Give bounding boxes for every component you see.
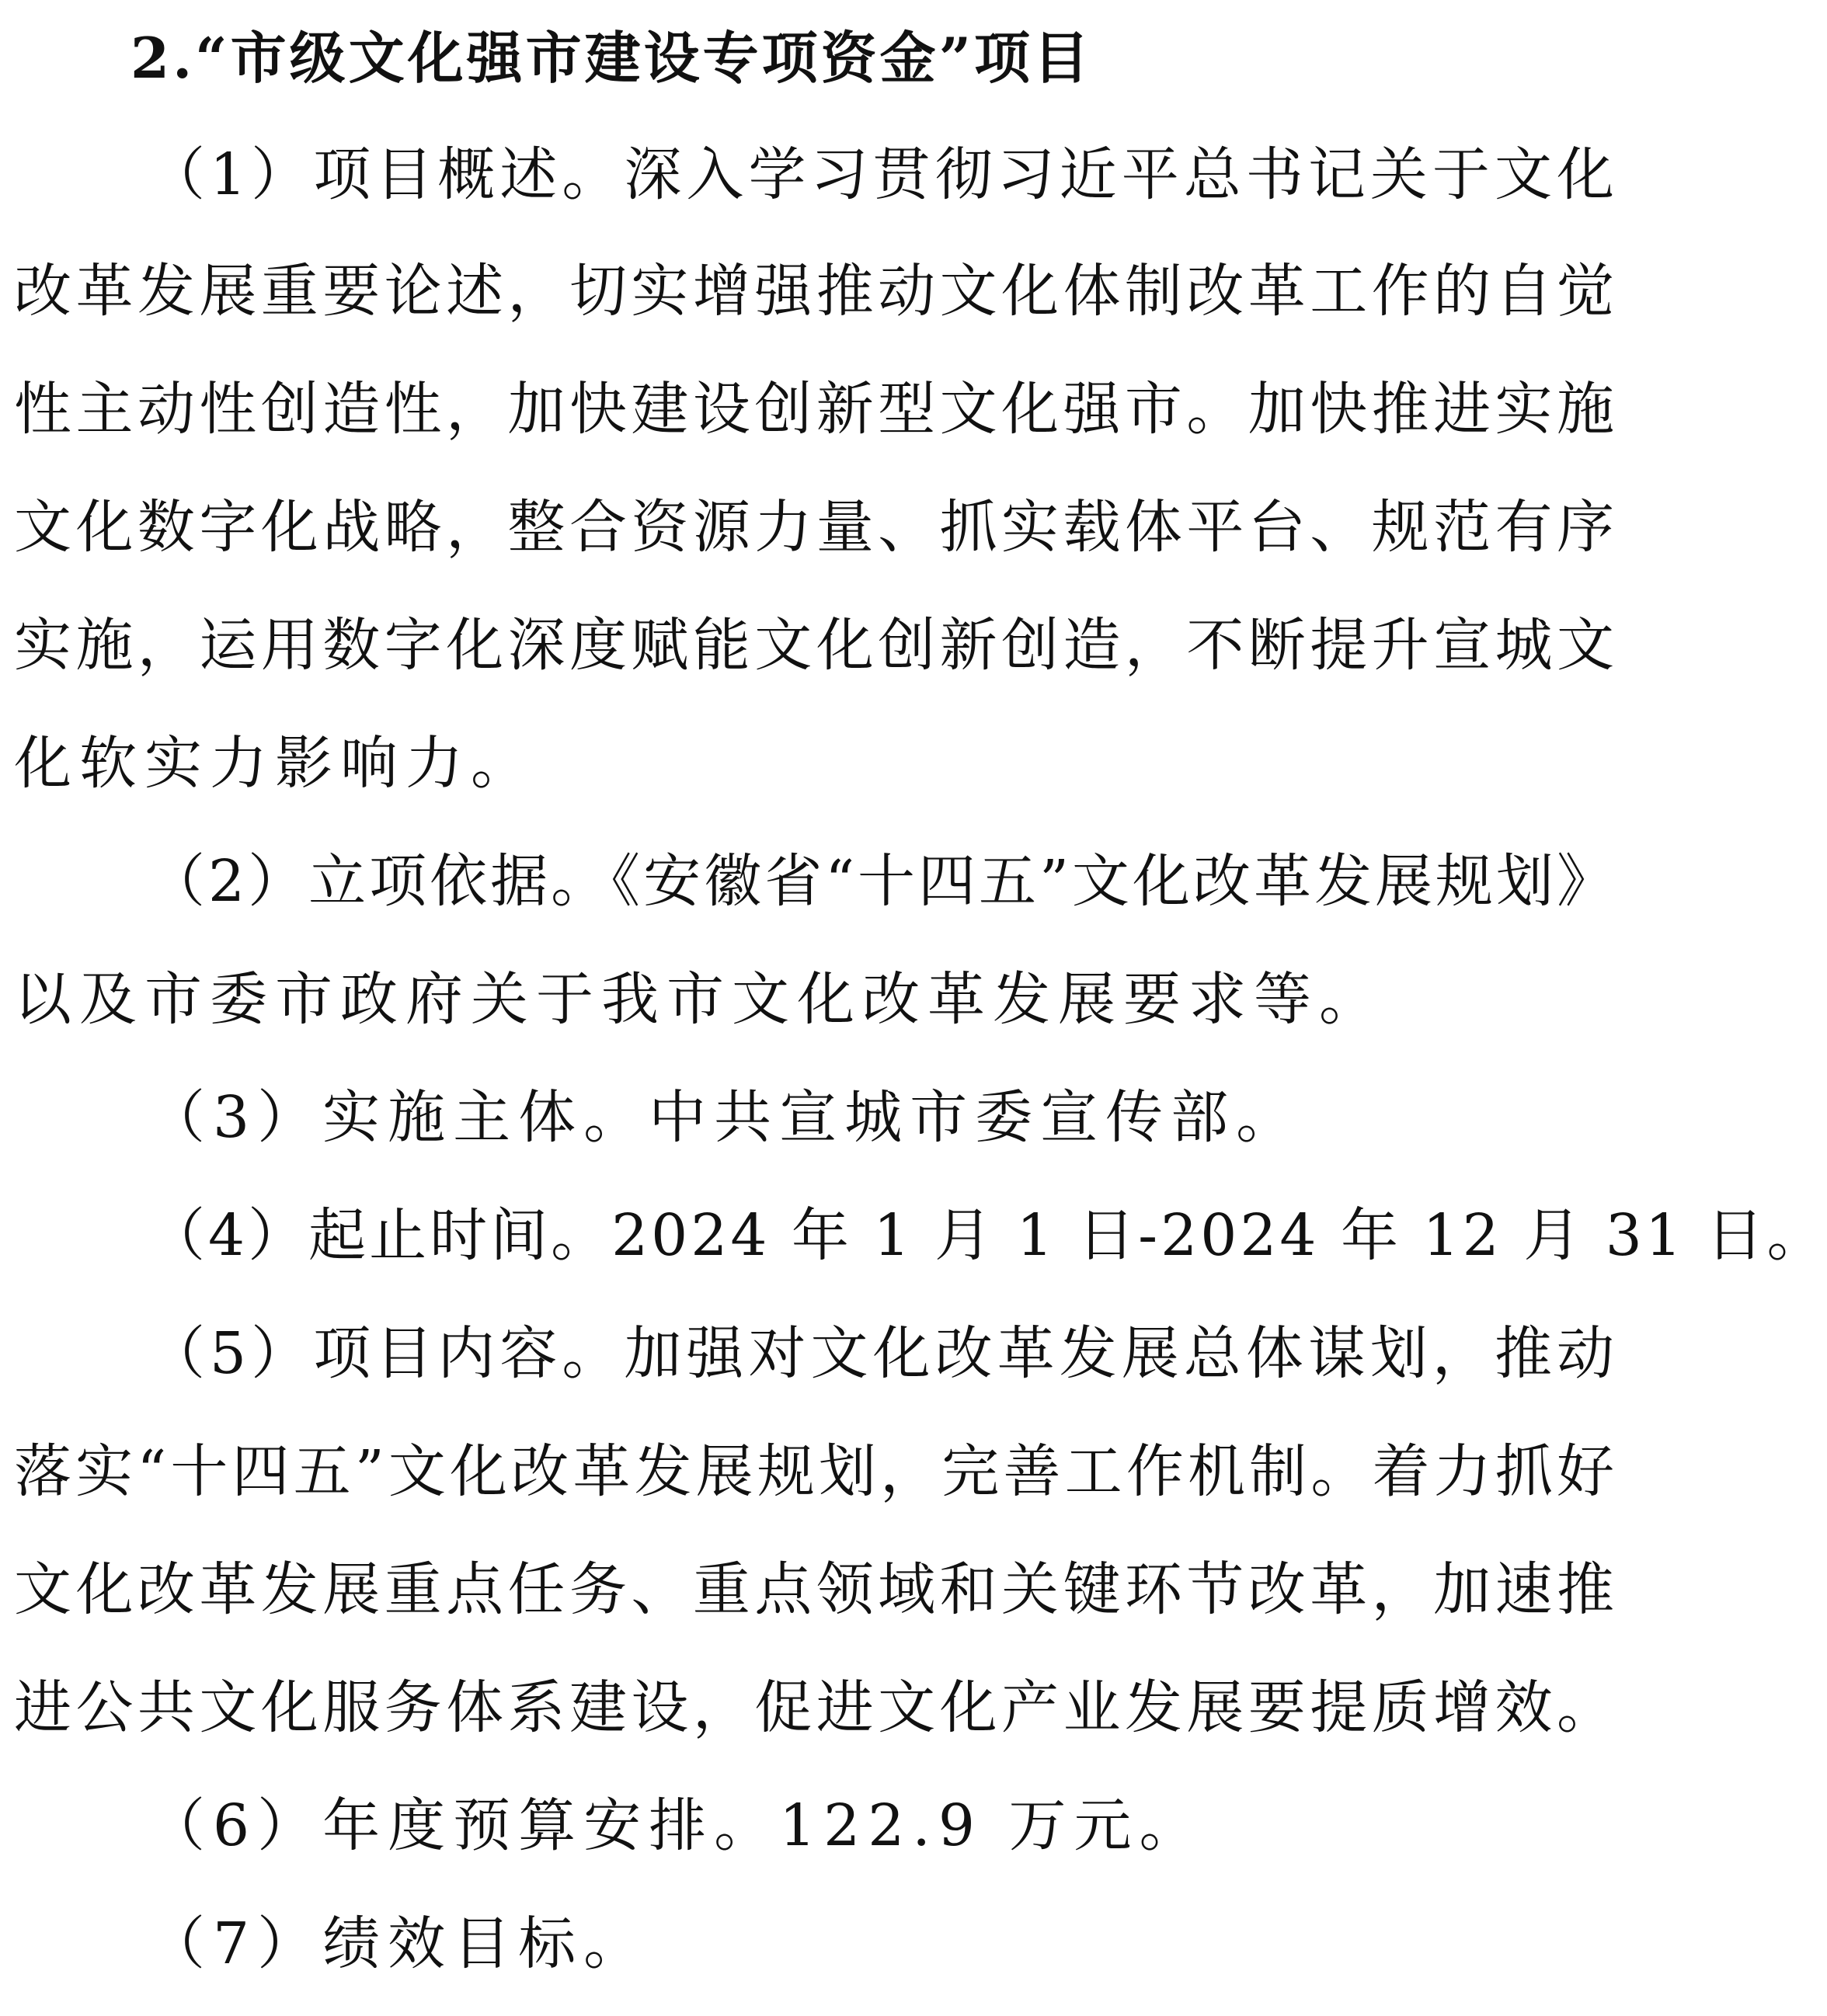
project-content-line-2: 落实“十四五”文化改革发展规划，完善工作机制。着力抓好 [14,1438,1614,1505]
project-basis-line-2: 以及市委市政府关于我市文化改革发展要求等。 [14,966,1384,1033]
project-overview-line-1: （1）项目概述。深入学习贯彻习近平总书记关于文化 [148,141,1614,208]
project-content-line-4: 进公共文化服务体系建设，促进文化产业发展要提质增效。 [14,1674,1614,1741]
project-content-line-3: 文化改革发展重点任务、重点领域和关键环节改革，加速推 [14,1556,1614,1623]
project-overview-line-4: 文化数字化战略，整合资源力量、抓实载体平台、规范有序 [14,494,1614,561]
project-overview-line-5: 实施，运用数字化深度赋能文化创新创造，不断提升宣城文 [14,612,1614,679]
implementing-entity-line: （3）实施主体。中共宣城市委宣传部。 [148,1084,1302,1151]
section-heading: 2.“市级文化强市建设专项资金”项目 [130,25,1092,91]
annual-budget-line: （6）年度预算安排。122.9 万元。 [148,1792,1205,1859]
project-overview-line-6: 化软实力影响力。 [14,730,536,797]
project-basis-line-1: （2）立项依据。《安徽省“十四五”文化改革发展规划》 [148,848,1614,915]
start-end-time-line: （4）起止时间。2024 年 1 月 1 日-2024 年 12 月 31 日。 [148,1202,1827,1269]
project-content-line-1: （5）项目内容。加强对文化改革发展总体谋划，推动 [148,1320,1614,1387]
project-overview-line-2: 改革发展重要论述，切实增强推动文化体制改革工作的自觉 [14,258,1614,325]
performance-goals-line: （7）绩效目标。 [148,1910,649,1977]
project-overview-line-3: 性主动性创造性，加快建设创新型文化强市。加快推进实施 [14,376,1614,443]
